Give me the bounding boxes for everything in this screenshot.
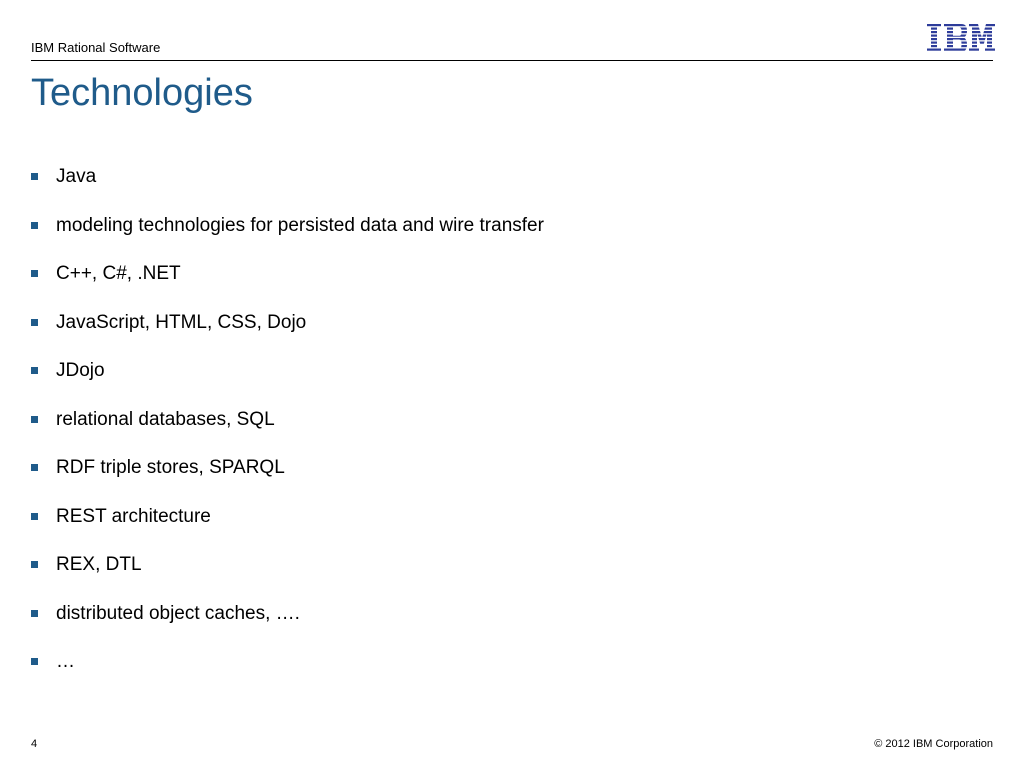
bullet-item [31, 553, 544, 602]
bullet-text: … [56, 651, 75, 672]
bullet-text: Java [56, 166, 97, 187]
square-bullet-icon [31, 610, 38, 617]
copyright-notice: © 2012 IBM Corporation [874, 738, 993, 750]
bullet-item [31, 359, 544, 408]
square-bullet-icon [31, 173, 38, 180]
square-bullet-icon [31, 416, 38, 423]
bullet-text: JDojo [56, 360, 105, 381]
bullet-item [31, 456, 544, 505]
bullet-list [31, 165, 544, 699]
square-bullet-icon [31, 222, 38, 229]
square-bullet-icon [31, 367, 38, 374]
bullet-text: C++, C#, .NET [56, 263, 181, 284]
square-bullet-icon [31, 270, 38, 277]
bullet-item [31, 602, 544, 651]
header-product-name: IBM Rational Software [31, 40, 161, 55]
bullet-item [31, 311, 544, 360]
bullet-text: REX, DTL [56, 554, 142, 575]
slide-title: Technologies [31, 72, 253, 114]
bullet-text: modeling technologies for persisted data and wire transfer [56, 214, 544, 236]
bullet-text: relational databases, SQL [56, 408, 275, 430]
bullet-text: REST architecture [56, 505, 211, 527]
header-divider [31, 60, 993, 61]
bullet-text: RDF triple stores, SPARQL [56, 457, 285, 478]
bullet-item [31, 262, 544, 311]
bullet-item [31, 505, 544, 554]
bullet-text: distributed object caches, …. [56, 602, 300, 624]
square-bullet-icon [31, 561, 38, 568]
square-bullet-icon [31, 319, 38, 326]
bullet-item [31, 408, 544, 457]
page-number: 4 [31, 738, 38, 750]
square-bullet-icon [31, 513, 38, 520]
bullet-item [31, 650, 544, 699]
bullet-item [31, 165, 544, 214]
square-bullet-icon [31, 464, 38, 471]
ibm-logo [925, 24, 995, 52]
square-bullet-icon [31, 658, 38, 665]
bullet-item [31, 214, 544, 263]
bullet-text: JavaScript, HTML, CSS, Dojo [56, 311, 307, 333]
